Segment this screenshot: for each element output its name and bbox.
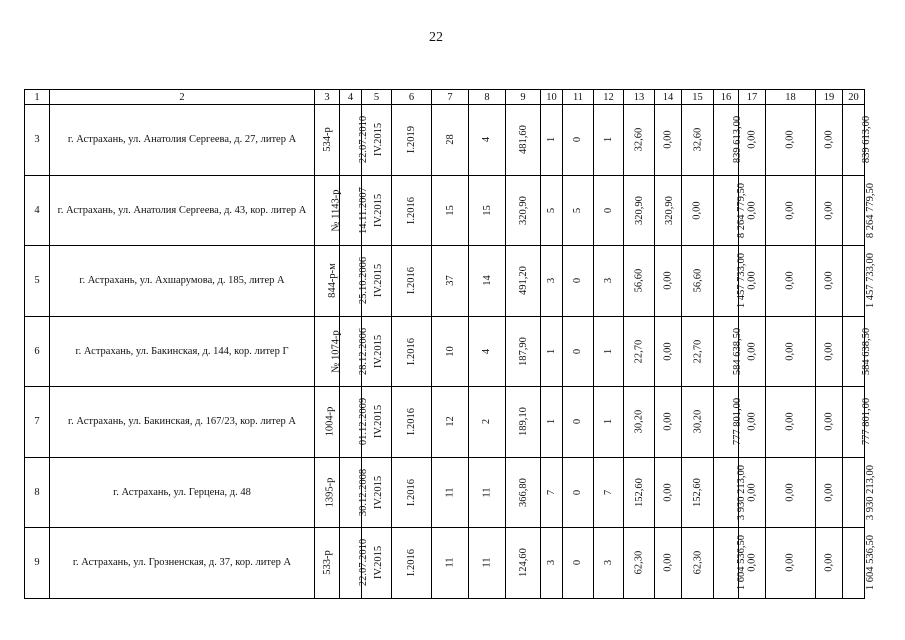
table-cell [624,387,655,458]
cell-value: 1004-р [324,406,336,437]
cell-value: 0,00 [746,342,758,361]
cell-value: I.2016 [406,408,417,436]
cell-value: 0,00 [823,271,835,290]
cell-value: 0,00 [785,201,796,220]
column-header: 18 [766,90,816,105]
cell-value: 839 613,00 [861,116,873,164]
cell-value: 0,00 [662,483,674,502]
table-cell [843,528,877,599]
table-cell [315,175,340,246]
column-header: 6 [392,90,432,105]
cell-value: 1 [603,348,614,354]
column-header: 14 [655,90,682,105]
row-number-cell: 3 [25,105,50,176]
cell-value: 8 264 779,50 [865,182,877,238]
table-cell [682,316,714,387]
table-cell [432,387,469,458]
table-cell [816,246,843,317]
table-row [25,316,865,387]
table-cell [624,457,655,528]
table-row [25,457,865,528]
table-cell [432,175,469,246]
cell-value: 1 457 733,00 [736,253,748,309]
table-cell [392,457,432,528]
table-cell [541,316,563,387]
cell-value: 0,00 [785,271,796,290]
table-row [25,105,865,176]
column-header: 2 [50,90,315,105]
table-cell [714,457,748,528]
cell-value: 152,60 [633,477,645,507]
table-cell [541,105,563,176]
cell-value: 22.07.2010 [358,539,370,587]
cell-value: 56,60 [692,268,703,293]
table-cell [766,387,816,458]
table-cell [541,457,563,528]
table-cell [655,246,682,317]
cell-value: 0 [572,560,584,566]
cell-value: 1395-р [324,477,336,508]
table-row [25,246,865,317]
table-cell [816,387,843,458]
cell-value: 584 638,50 [861,327,873,375]
cell-value: 3 [546,560,557,566]
column-header: 16 [714,90,739,105]
cell-value: 14 [481,275,493,286]
cell-value: 777 801,00 [861,398,873,446]
table-cell [682,105,714,176]
table-cell [714,175,748,246]
cell-value: 56,60 [633,268,645,293]
column-header: 20 [843,90,865,105]
table-cell [766,528,816,599]
cell-value: 534-р [321,127,333,152]
column-header: 13 [624,90,655,105]
cell-value: I.2019 [406,126,417,154]
column-header: 12 [594,90,624,105]
table-cell [594,316,624,387]
table-cell [682,457,714,528]
table-cell [766,457,816,528]
table-cell [766,246,816,317]
cell-value: 8 264 779,50 [736,182,748,238]
cell-value: I.2016 [406,337,417,365]
cell-value: 0 [572,419,584,425]
table-cell [392,175,432,246]
cell-value: 3 [546,278,557,284]
table-cell [506,528,541,599]
cell-value: 0,00 [746,201,758,220]
cell-value: 839 613,00 [732,116,744,164]
table-cell [594,457,624,528]
table-cell [506,387,541,458]
table-cell [506,105,541,176]
table-cell [843,105,873,176]
cell-value: 0,00 [823,201,835,220]
table-cell [392,105,432,176]
cell-value: 0 [572,137,584,143]
cell-value: IV.2015 [373,475,385,509]
table-cell [655,175,682,246]
table-cell [655,457,682,528]
table-cell [816,457,843,528]
table-cell [469,246,506,317]
table-cell [340,316,370,387]
table-cell [714,387,744,458]
table-cell [714,105,744,176]
table-cell [432,105,469,176]
cell-value: IV.2015 [373,123,385,157]
table-cell [766,105,816,176]
table-cell [315,387,340,458]
header-row [25,90,865,105]
column-header: 1 [25,90,50,105]
cell-value: I.2016 [406,478,417,506]
table-cell [594,387,624,458]
cell-value: 1 457 733,00 [865,253,877,309]
table-cell [563,387,594,458]
cell-value: 22,70 [633,339,645,364]
cell-value: 22,70 [692,339,703,364]
page-number: 22 [429,30,443,45]
cell-value: 0,00 [823,342,835,361]
table-cell [682,387,714,458]
address-cell: г. Астрахань, ул. Анатолия Сергеева, д. 27, литер А [50,105,315,176]
cell-value: 3 930 213,00 [865,464,877,520]
cell-value: 14.11.2007 [357,186,369,234]
cell-value: 10 [444,346,456,357]
cell-value: 0,00 [823,553,835,572]
table-cell [655,316,682,387]
cell-value: I.2016 [406,549,417,577]
column-header: 11 [563,90,594,105]
cell-value: 320,90 [663,195,675,225]
cell-value: 3 930 213,00 [736,464,748,520]
table-cell [432,528,469,599]
table-cell [843,175,877,246]
cell-value: 01.12.2009 [358,398,370,446]
cell-value: 0,00 [746,553,758,572]
table-cell [432,316,469,387]
row-number-cell: 8 [25,457,50,528]
cell-value: 62,30 [692,550,703,575]
cell-value: 0,00 [662,412,674,431]
cell-value: 22.07.2010 [358,116,370,164]
table-cell [340,246,370,317]
cell-value: 4 [481,137,493,143]
table-cell [714,246,748,317]
table-cell [714,528,748,599]
cell-value: 0,00 [823,130,835,149]
cell-value: 62,30 [633,550,645,575]
table-cell [766,175,816,246]
address-cell: г. Астрахань, ул. Герцена, д. 48 [50,457,315,528]
cell-value: 0 [603,207,614,213]
cell-value: 1 [546,137,557,143]
table-cell [624,175,655,246]
table-cell [315,246,340,317]
cell-value: 0,00 [785,412,796,431]
table-cell [682,528,714,599]
table-cell [506,316,541,387]
address-cell: г. Астрахань, ул. Бакинская, д. 144, кор. литер Г [50,316,315,387]
cell-value: 584 638,50 [732,327,744,375]
table-cell [315,457,340,528]
cell-value: 3 [603,560,614,566]
table-cell [624,316,655,387]
cell-value: 1 604 536,50 [736,535,748,591]
cell-value: 777 801,00 [732,398,744,446]
cell-value: № 1074-р [330,330,342,373]
table-cell [563,316,594,387]
table-cell [541,175,563,246]
column-header: 15 [682,90,714,105]
table-cell [624,528,655,599]
cell-value: 7 [603,489,614,495]
table-cell [655,528,682,599]
cell-value: 11 [444,487,456,498]
table-cell [816,175,843,246]
cell-value: 187,90 [517,336,529,366]
table-cell [766,316,816,387]
cell-value: 2 [481,419,493,425]
column-header: 4 [340,90,362,105]
cell-value: 844-р-м [326,263,338,299]
cell-value: I.2016 [406,196,417,224]
table-cell [469,105,506,176]
table-cell [624,105,655,176]
cell-value: 481,60 [517,125,529,155]
cell-value: 0,00 [785,553,796,572]
table-cell [315,528,340,599]
table-cell [506,175,541,246]
table-cell [432,246,469,317]
table-cell [843,246,877,317]
column-header: 17 [739,90,766,105]
column-header: 10 [541,90,563,105]
cell-value: 30.12.2008 [358,468,370,516]
table-cell [816,105,843,176]
cell-value: 28.12.2006 [358,327,370,375]
table-cell [392,528,432,599]
table-cell [541,387,563,458]
table-cell [392,246,432,317]
column-header: 19 [816,90,843,105]
cell-value: IV.2015 [373,546,385,580]
table-cell [816,528,843,599]
table-cell [469,175,506,246]
table-cell [340,175,369,246]
table-cell [392,316,432,387]
table-cell [563,175,594,246]
table-cell [506,457,541,528]
cell-value: 366,80 [517,477,529,507]
cell-value: 15 [481,205,493,216]
table-cell [624,246,655,317]
cell-value: 7 [546,489,557,495]
table-cell [594,175,624,246]
table-cell [682,246,714,317]
table-cell [843,387,873,458]
row-number-cell: 6 [25,316,50,387]
cell-value: 5 [572,207,584,213]
table-cell [315,316,340,387]
cell-value: 0,00 [662,553,674,572]
cell-value: 1 [546,348,557,354]
table-cell [563,528,594,599]
cell-value: 11 [444,557,456,568]
cell-value: 37 [444,275,456,286]
table-cell [392,387,432,458]
cell-value: 0,00 [785,483,796,502]
cell-value: 0 [572,489,584,495]
cell-value: 0,00 [746,271,758,290]
table-cell [563,457,594,528]
table-row [25,387,865,458]
cell-value: 0,00 [746,130,758,149]
cell-value: 0,00 [662,271,674,290]
cell-value: 1 [546,419,557,425]
table-row [25,175,865,246]
cell-value: 4 [481,348,493,354]
cell-value: 0 [572,348,584,354]
table-cell [714,316,744,387]
table-cell [432,457,469,528]
cell-value: IV.2015 [373,193,385,227]
table-cell [506,246,541,317]
cell-value: 25.10.2006 [358,257,370,305]
cell-value: 0 [572,278,584,284]
cell-value: 28 [444,134,456,145]
table-cell [655,387,682,458]
cell-value: 320,90 [517,195,529,225]
cell-value: 152,60 [692,477,703,507]
table-cell [594,246,624,317]
cell-value: № 1143-р [330,189,342,232]
cell-value: 0,00 [823,483,835,502]
cell-value: 15 [444,205,456,216]
cell-value: 0,00 [823,412,835,431]
table-cell [594,105,624,176]
address-cell: г. Астрахань, ул. Грозненская, д. 37, кор. литер А [50,528,315,599]
column-header: 8 [469,90,506,105]
table-cell [816,316,843,387]
cell-value: 1 [603,419,614,425]
cell-value: 533-р [321,550,333,575]
column-header: 5 [362,90,392,105]
cell-value: 320,90 [633,195,645,225]
table-cell [469,528,506,599]
cell-value: IV.2015 [373,264,385,298]
table-cell [843,457,877,528]
cell-value: 30,20 [633,409,645,434]
cell-value: 0,00 [785,130,796,149]
housing-register-table [24,89,877,599]
column-header: 9 [506,90,541,105]
cell-value: 11 [481,487,493,498]
cell-value: 124,60 [517,548,529,578]
cell-value: 32,60 [692,127,703,152]
cell-value: 0,00 [692,201,703,220]
table-cell [563,105,594,176]
table-cell [340,105,370,176]
row-number-cell: 4 [25,175,50,246]
cell-value: 189,10 [517,407,529,437]
cell-value: IV.2015 [373,405,385,439]
cell-value: I.2016 [406,267,417,295]
row-number-cell: 7 [25,387,50,458]
table-cell [682,175,714,246]
table-cell [469,387,506,458]
table-cell [541,246,563,317]
table-cell [469,316,506,387]
cell-value: 11 [481,557,493,568]
table-cell [655,105,682,176]
column-header: 3 [315,90,340,105]
table-cell [340,528,370,599]
cell-value: 30,20 [692,409,703,434]
column-header: 7 [432,90,469,105]
cell-value: 3 [603,278,614,284]
table-cell [340,457,370,528]
cell-value: 1 604 536,50 [865,535,877,591]
cell-value: 0,00 [785,342,796,361]
table-cell [843,316,873,387]
table-cell [563,246,594,317]
address-cell: г. Астрахань, ул. Ахшарумова, д. 185, литер А [50,246,315,317]
cell-value: 12 [444,416,456,427]
table-cell [594,528,624,599]
table-row [25,528,865,599]
table-cell [541,528,563,599]
cell-value: 5 [546,207,557,213]
cell-value: 0,00 [662,342,674,361]
cell-value: 491,20 [517,266,529,296]
cell-value: 0,00 [746,412,758,431]
row-number-cell: 9 [25,528,50,599]
table-cell [340,387,370,458]
address-cell: г. Астрахань, ул. Бакинская, д. 167/23, кор. литер А [50,387,315,458]
cell-value: 32,60 [633,127,645,152]
cell-value: IV.2015 [373,334,385,368]
cell-value: 1 [603,137,614,143]
table-cell [469,457,506,528]
table-cell [315,105,340,176]
cell-value: 0,00 [662,130,674,149]
cell-value: 0,00 [746,483,758,502]
row-number-cell: 5 [25,246,50,317]
address-cell: г. Астрахань, ул. Анатолия Сергеева, д. 43, кор. литер А [50,175,315,246]
